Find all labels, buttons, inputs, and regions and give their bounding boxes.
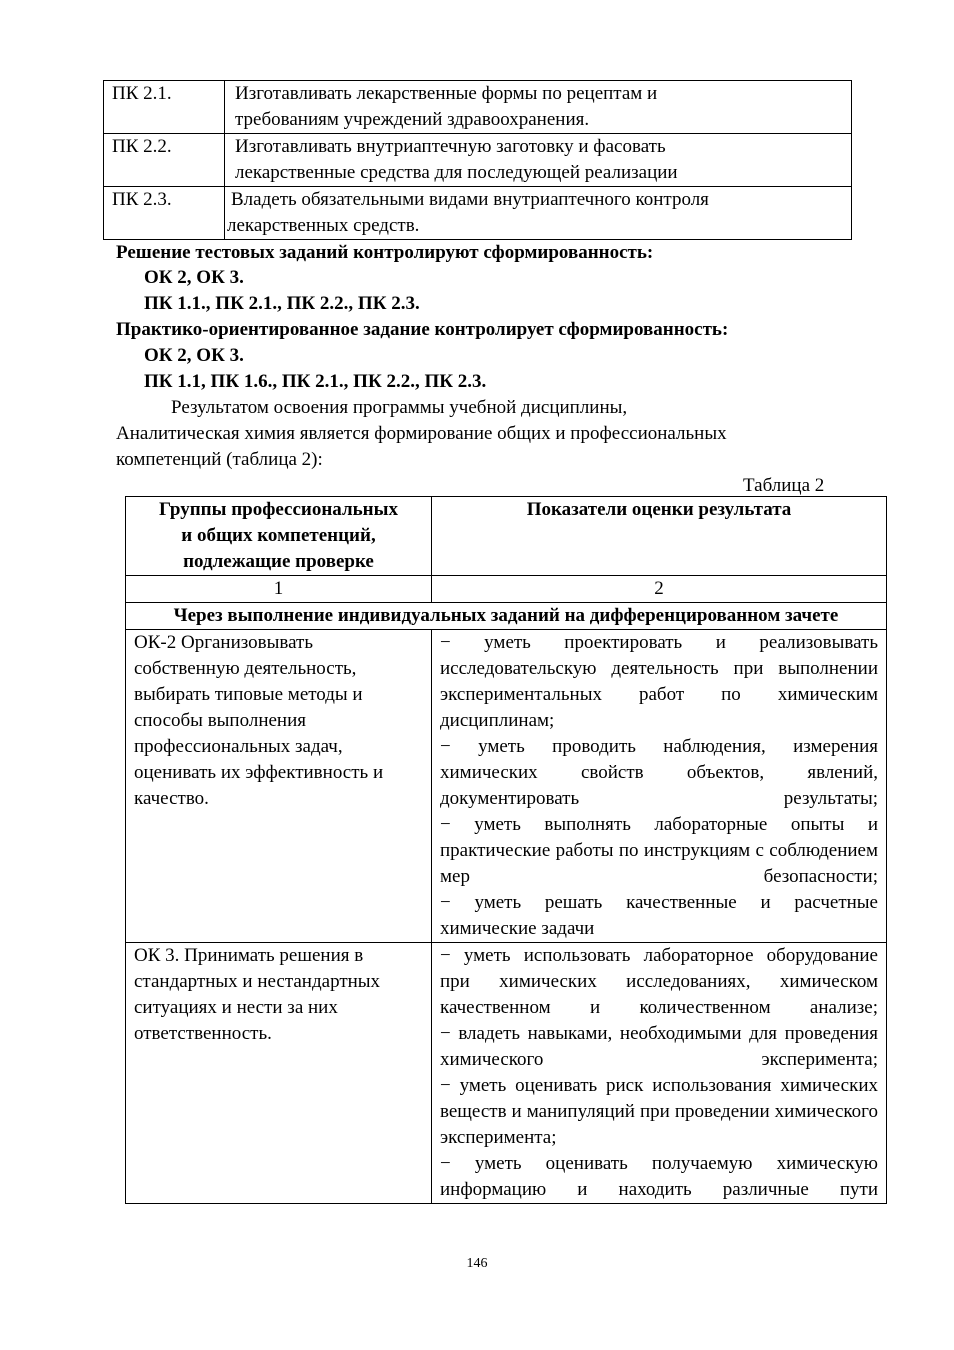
pk-description-line: Владеть обязательными видами внутриаптечного контроля — [231, 189, 709, 210]
pk-description-line: Изготавливать внутриаптечную заготовку и фасовать — [235, 136, 666, 157]
indicator-item: − уметь использовать лабораторное оборудование при химических исследованиях, химическом качественном и количественном анализе; — [440, 945, 878, 1018]
header-competence-groups — [126, 497, 432, 576]
table-section-row — [126, 603, 887, 630]
indicator-item: − уметь проводить наблюдения, измерения химических свойств объектов, явлений, документировать результаты; — [440, 736, 878, 809]
competence-table — [125, 496, 887, 1204]
competence-cell: ОК 3. Принимать решения в стандартных и нестандартных ситуациях и нести за них ответственность. — [126, 943, 432, 1204]
table-row — [104, 134, 852, 187]
pk-code: ПК 2.2. — [104, 134, 225, 187]
page-number: 146 — [466, 1256, 488, 1271]
practice-control-ok: ОК 2, ОК 3. — [144, 345, 244, 366]
pk-description — [225, 134, 852, 187]
pk-table — [103, 80, 852, 240]
indicators-cell — [432, 630, 887, 943]
table-caption: Таблица 2 — [743, 475, 825, 496]
pk-description-line: лекарственные средства для последующей реализации — [235, 162, 678, 183]
pk-description — [225, 187, 852, 240]
table-header-row — [126, 497, 887, 576]
practice-control-heading: Практико-ориентированное задание контролирует сформированность: — [116, 319, 729, 340]
table-row — [126, 943, 887, 1204]
pk-description — [225, 81, 852, 134]
pk-description-line: лекарственных средств. — [227, 215, 420, 236]
table-number-row — [126, 576, 887, 603]
pk-code: ПК 2.3. — [104, 187, 225, 240]
pk-description-line: Изготавливать лекарственные формы по рецептам и — [235, 83, 658, 104]
pk-description-line: требованиям учреждений здравоохранения. — [235, 109, 590, 130]
indicator-item: − уметь оценивать получаемую химическую информацию и находить различные пути — [440, 1153, 878, 1200]
intro-line: Результатом освоения программы учебной дисциплины, — [171, 397, 628, 418]
intro-line: Аналитическая химия является формирование общих и профессиональных — [116, 423, 727, 444]
header-line: Группы профессиональных — [159, 499, 398, 520]
intro-line: компетенций (таблица 2): — [116, 449, 323, 470]
indicator-item: − уметь решать качественные и расчетные химические задачи — [440, 892, 878, 939]
column-number: 2 — [432, 576, 887, 603]
indicator-item: − владеть навыками, необходимыми для проведения химического эксперимента; — [440, 1023, 878, 1070]
practice-control-pk: ПК 1.1, ПК 1.6., ПК 2.1., ПК 2.2., ПК 2.3. — [144, 371, 487, 392]
header-indicators: Показатели оценки результата — [432, 497, 887, 576]
test-control-ok: ОК 2, ОК 3. — [144, 267, 244, 288]
header-line: подлежащие проверке — [183, 551, 374, 572]
indicator-item: − уметь проектировать и реализовывать исследовательскую деятельность при выполнении экспериментальных работ по химическим дисциплинам; — [440, 632, 878, 731]
indicator-item: − уметь оценивать риск использования химических веществ и манипуляций при проведении химического эксперимента; — [440, 1075, 878, 1148]
section-title: Через выполнение индивидуальных заданий на дифференцированном зачете — [126, 603, 887, 630]
indicators-cell — [432, 943, 887, 1204]
header-line: и общих компетенций, — [181, 525, 376, 546]
table-row — [104, 81, 852, 134]
test-control-heading: Решение тестовых заданий контролируют сформированность: — [116, 242, 654, 263]
table-row — [104, 187, 852, 240]
table-row — [126, 630, 887, 943]
competence-cell: ОК-2 Организовывать собственную деятельность, выбирать типовые методы и способы выполнения профессиональных задач, оценивать их эффективность и качество. — [126, 630, 432, 943]
pk-code: ПК 2.1. — [104, 81, 225, 134]
column-number: 1 — [126, 576, 432, 603]
test-control-pk: ПК 1.1., ПК 2.1., ПК 2.2., ПК 2.3. — [144, 293, 420, 314]
indicator-item: − уметь выполнять лабораторные опыты и практические работы по инструкциям с соблюдением мер безопасности; — [440, 814, 878, 887]
